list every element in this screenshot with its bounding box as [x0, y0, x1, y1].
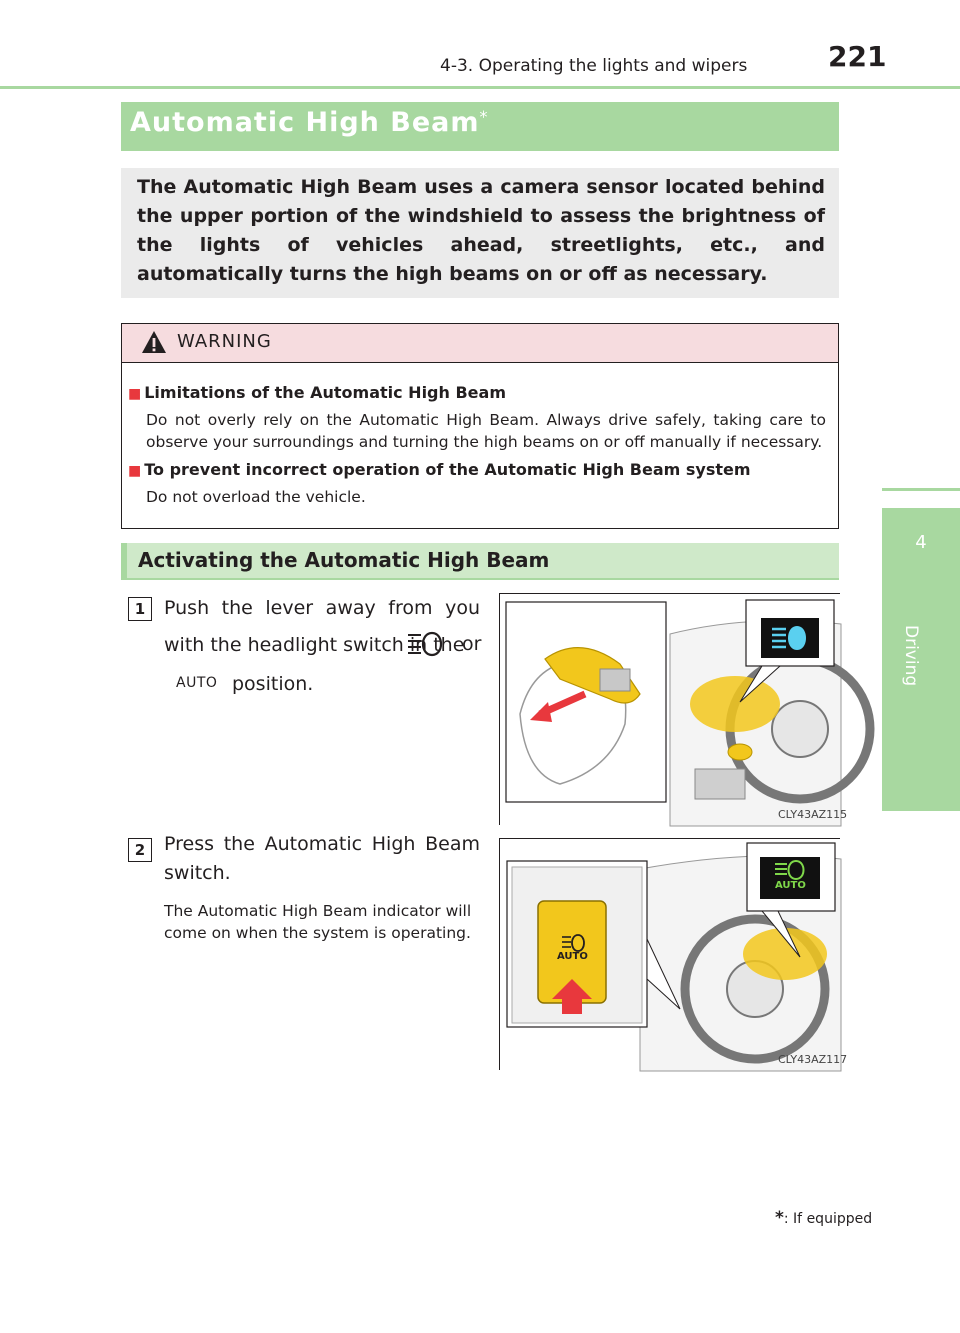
- square-bullet-icon: ■: [128, 386, 142, 402]
- headlight-icon: [404, 628, 446, 660]
- auto-position-label: AUTO: [176, 675, 218, 691]
- chapter-number: 4: [915, 532, 927, 553]
- figure-switch-press: [499, 838, 848, 1070]
- indicator-auto-label: AUTO: [775, 880, 806, 891]
- section-title: 4-3. Operating the lights and wipers: [440, 56, 748, 76]
- step-2-text: Press the Automatic High Beam switch.: [164, 833, 480, 884]
- subsection-title: Activating the Automatic High Beam: [138, 548, 550, 572]
- step-number-2: 2: [128, 838, 152, 862]
- warning-item-body-2: Do not overload the vehicle.: [146, 488, 366, 506]
- intro-text: The Automatic High Beam uses a camera sensor located behind the upper portion of the windshield to assess the brightness of the lights of vehicles ahead, streetlights, etc., and automatically turns the high beams on or off as necessary.: [137, 176, 825, 285]
- warning-item-heading-2: [128, 460, 751, 479]
- warning-item-heading-1: [128, 383, 506, 402]
- switch-illustration: [500, 839, 841, 1071]
- figure-2-code: CLY43AZ117: [778, 1053, 848, 1066]
- footnote: [775, 1208, 872, 1228]
- lever-illustration: [500, 594, 841, 826]
- warning-item-body-1: Do not overly rely on the Automatic High Beam. Always drive safely, taking care to observe your surroundings and turning the high beams on or off manually if necessary.: [146, 411, 826, 451]
- switch-auto-label: AUTO: [557, 951, 588, 962]
- page-number: 221: [828, 40, 887, 73]
- footnote-mark: *: [775, 1208, 784, 1228]
- chapter-label: Driving: [901, 625, 921, 687]
- footnote-text: : If equipped: [783, 1211, 873, 1227]
- warning-triangle-icon: [141, 330, 167, 354]
- page-title: [130, 107, 489, 138]
- step-1-text-a: Push the lever away from you with the headlight switch in the: [164, 597, 480, 656]
- page-title-text: Automatic High Beam: [130, 107, 480, 138]
- warning-title: WARNING: [177, 331, 272, 352]
- chapter-tab[interactable]: [882, 508, 960, 811]
- square-bullet-icon: ■: [128, 463, 142, 479]
- side-tab-rule: [882, 488, 960, 491]
- step-1-position: position.: [232, 673, 314, 695]
- step-2-note: The Automatic High Beam indicator will come on when the system is operating.: [164, 902, 472, 942]
- subsection-rule: [121, 578, 839, 580]
- header-rule: [0, 86, 960, 89]
- figure-1-code: CLY43AZ115: [778, 808, 848, 821]
- figure-lever-push: [499, 593, 848, 825]
- step-1-or: or: [462, 633, 482, 655]
- step-number-1: 1: [128, 597, 152, 621]
- title-footnote-mark: *: [479, 107, 489, 126]
- warning-heading-text: Limitations of the Automatic High Beam: [144, 383, 506, 402]
- warning-heading-text: To prevent incorrect operation of the Automatic High Beam system: [144, 460, 751, 479]
